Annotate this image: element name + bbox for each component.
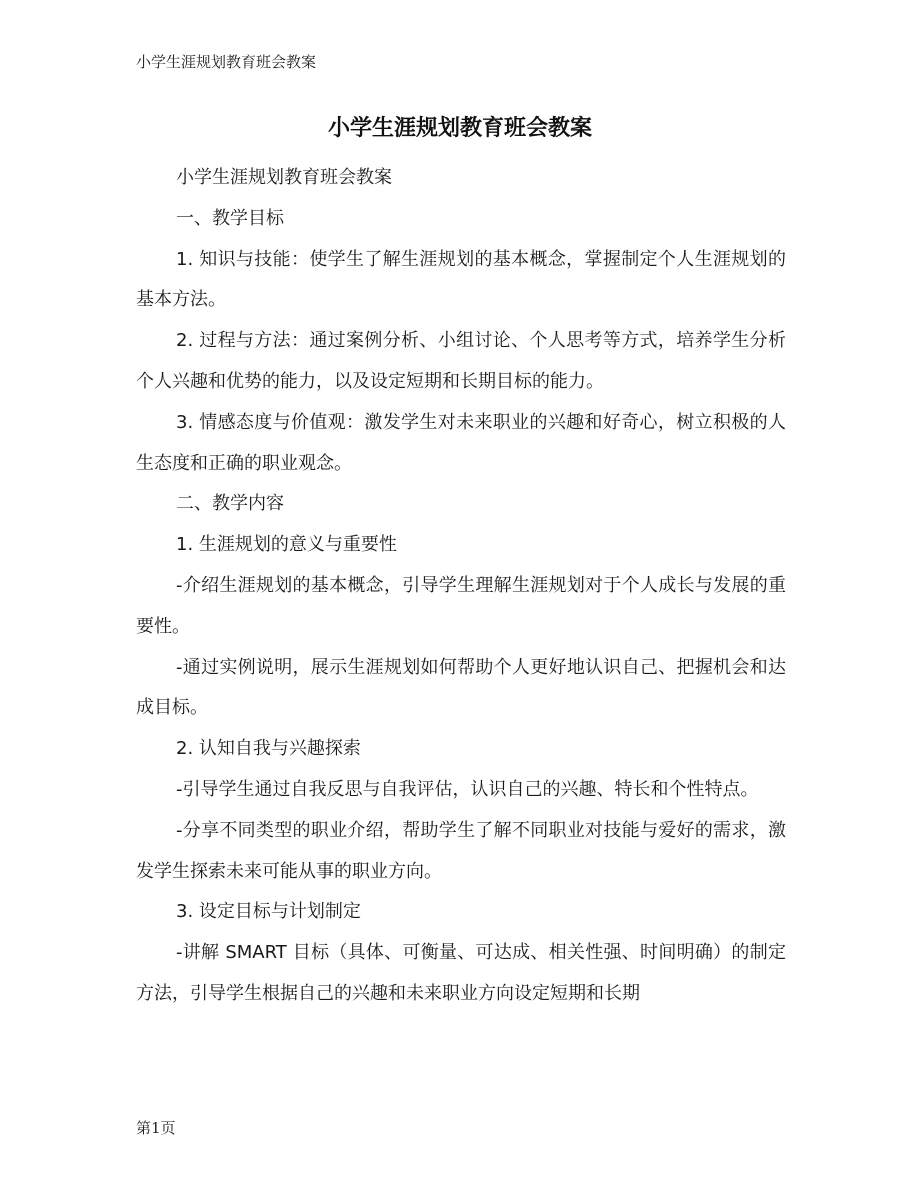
paragraph-objective-3: 3. 情感态度与价值观：激发学生对未来职业的兴趣和好奇心，树立积极的人生态度和正确的职业观念。 <box>136 411 786 474</box>
subheading-content-2: 2. 认知自我与兴趣探索 <box>176 738 361 760</box>
subheading-content-3: 3. 设定目标与计划制定 <box>176 901 361 923</box>
subheading-content-1: 1. 生涯规划的意义与重要性 <box>176 534 397 556</box>
page-number: 第1页 <box>136 1119 176 1137</box>
paragraph-content-1a: -介绍生涯规划的基本概念，引导学生理解生涯规划对于个人成长与发展的重要性。 <box>136 574 786 637</box>
paragraph-content-2a: -引导学生通过自我反思与自我评估，认识自己的兴趣、特长和个性特点。 <box>176 778 759 800</box>
paragraph-content-2b: -分享不同类型的职业介绍，帮助学生了解不同职业对技能与爱好的需求，激发学生探索未来可能从事的职业方向。 <box>136 819 786 882</box>
paragraph-content-1b: -通过实例说明，展示生涯规划如何帮助个人更好地认识自己、把握机会和达成目标。 <box>136 656 786 719</box>
paragraph-content-3a: -讲解 SMART 目标（具体、可衡量、可达成、相关性强、时间明确）的制定方法，引导学生根据自己的兴趣和未来职业方向设定短期和长期 <box>136 942 786 1004</box>
paragraph-subtitle: 小学生涯规划教育班会教案 <box>176 167 392 188</box>
document-body <box>136 158 786 1015</box>
document-title: 小学生涯规划教育班会教案 <box>327 116 592 141</box>
section-heading-objectives: 一、教学目标 <box>176 207 284 229</box>
paragraph-objective-1: 1. 知识与技能：使学生了解生涯规划的基本概念，掌握制定个人生涯规划的基本方法。 <box>136 248 786 311</box>
page-header: 小学生涯规划教育班会教案 <box>136 53 317 71</box>
paragraph-objective-2: 2. 过程与方法：通过案例分析、小组讨论、个人思考等方式，培养学生分析个人兴趣和优势的能力，以及设定短期和长期目标的能力。 <box>136 330 786 392</box>
section-heading-content: 二、教学内容 <box>176 493 284 515</box>
